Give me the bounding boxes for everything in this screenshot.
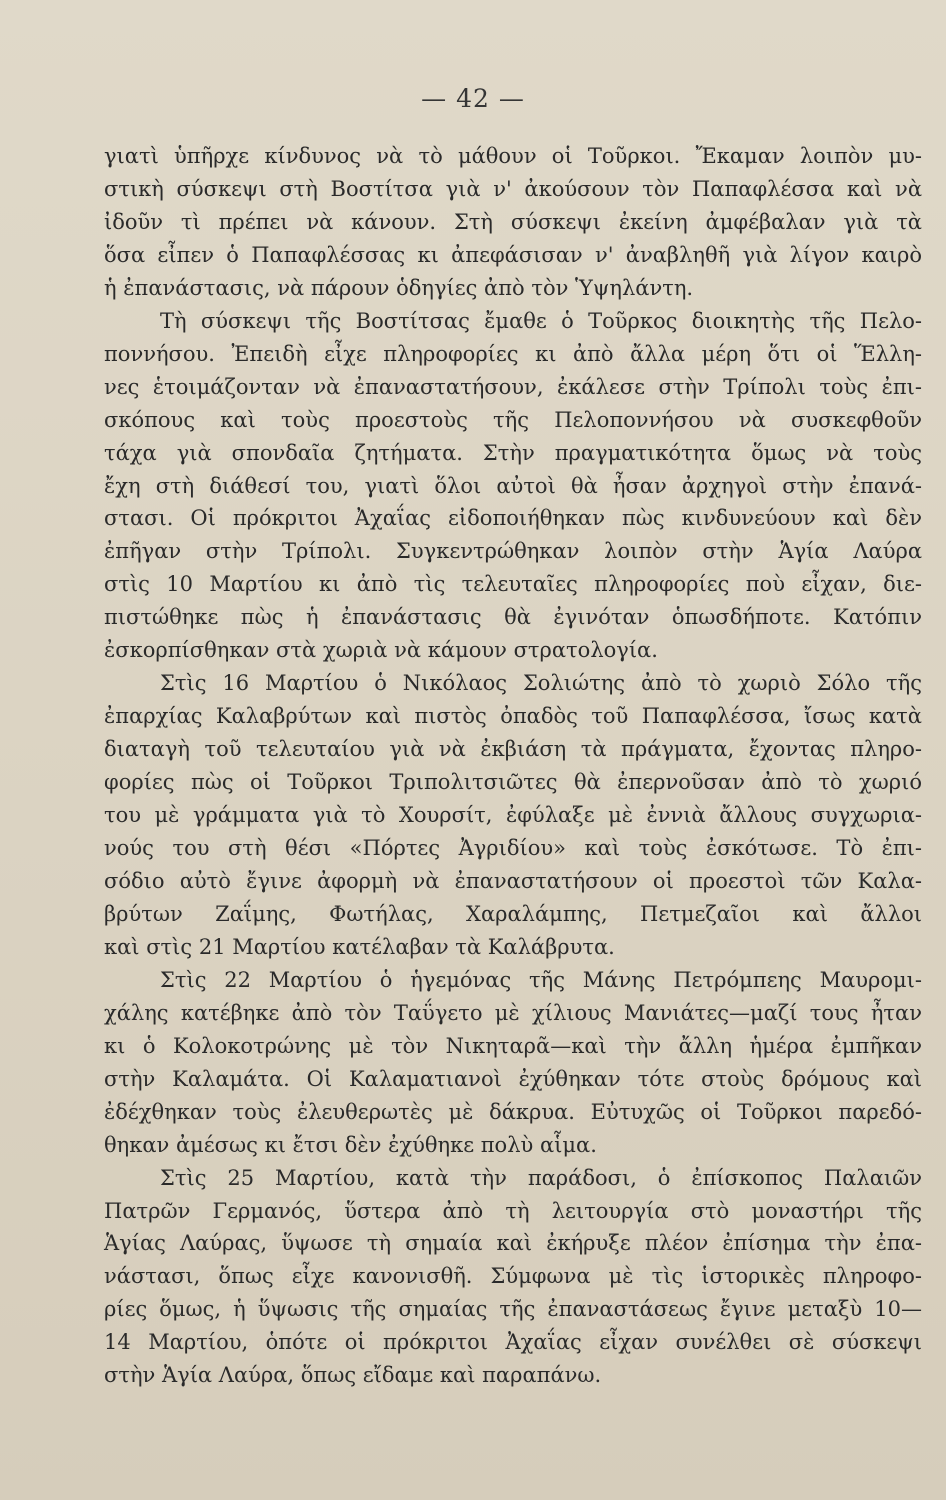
text-line: νες ἑτοιμάζονταν νὰ ἐπαναστατήσουν, ἐκάλεσε στὴν Τρίπολι τοὺς ἐπι- <box>104 374 922 399</box>
text-line: καὶ στὶς 21 Μαρτίου κατέλαβαν τὰ Καλάβρυτα. <box>104 934 615 959</box>
paragraph <box>104 140 922 305</box>
text-line: Ἁγίας Λαύρας, ὕψωσε τὴ σημαία καὶ ἐκήρυξε πλέον ἐπίσημα τὴν ἐπα- <box>104 1231 922 1256</box>
text-line: γιατὶ ὑπῆρχε κίνδυνος νὰ τὸ μάθουν οἱ Τοῦρκοι. Ἔκαμαν λοιπὸν μυ- <box>104 144 922 168</box>
text-line: ὅσα εἶπεν ὁ Παπαφλέσσας κι ἀπεφάσισαν ν' ἀναβληθῆ γιὰ λίγον καιρὸ <box>104 242 922 267</box>
text-line: θηκαν ἀμέσως κι ἔτσι δὲν ἐχύθηκε πολὺ αἷμα. <box>104 1132 597 1157</box>
text-line: ἐσκορπίσθηκαν στὰ χωριὰ νὰ κάμουν στρατολογία. <box>104 638 658 663</box>
text-line: στὴν Καλαμάτα. Οἱ Καλαματιανοὶ ἐχύθηκαν τότε στοὺς δρόμους καὶ <box>104 1066 922 1091</box>
text-line: ἐπαρχίας Καλαβρύτων καὶ πιστὸς ὀπαδὸς τοῦ Παπαφλέσσα, ἴσως κατὰ <box>104 704 922 729</box>
text-line: ποννήσου. Ἐπειδὴ εἶχε πληροφορίες κι ἀπὸ ἄλλα μέρη ὅτι οἱ Ἕλλη- <box>104 341 922 366</box>
text-line: στικὴ σύσκεψι στὴ Βοστίτσα γιὰ ν' ἀκούσουν τὸν Παπαφλέσσα καὶ νὰ <box>104 176 922 201</box>
text-line: νούς του στὴ θέσι «Πόρτες Ἀγριδίου» καὶ τοὺς ἐσκότωσε. Τὸ ἐπι- <box>104 836 922 861</box>
text-line: σόδιο αὐτὸ ἔγινε ἀφορμὴ νὰ ἐπαναστατήσουν οἱ προεστοὶ τῶν Καλα- <box>104 868 922 893</box>
text-line: σκόπους καὶ τοὺς προεστοὺς τῆς Πελοποννήσου νὰ συσκεφθοῦν <box>104 407 922 432</box>
body-text <box>104 140 922 1392</box>
paragraph <box>104 1162 922 1393</box>
text-line: τάχα γιὰ σπονδαῖα ζητήματα. Στὴν πραγματικότητα ὅμως νὰ τοὺς <box>104 440 922 465</box>
text-line: χάλης κατέβηκε ἀπὸ τὸν Ταΰγετο μὲ χίλιους Μανιάτες—μαζί τους ἦταν <box>104 1000 922 1025</box>
text-line: Πατρῶν Γερμανός, ὕστερα ἀπὸ τὴ λειτουργία στὸ μοναστήρι τῆς <box>104 1198 922 1223</box>
text-line: στὶς 10 Μαρτίου κι ἀπὸ τὶς τελευταῖες πληροφορίες ποὺ εἶχαν, διε- <box>104 572 922 597</box>
text-line: στὴν Ἁγία Λαύρα, ὅπως εἴδαμε καὶ παραπάνω. <box>104 1363 602 1388</box>
text-line: ἐδέχθηκαν τοὺς ἐλευθερωτὲς μὲ δάκρυα. Εὐτυχῶς οἱ Τοῦρκοι παρεδό- <box>104 1099 922 1124</box>
paragraph <box>104 305 922 667</box>
text-line: νάστασι, ὅπως εἶχε κανονισθῆ. Σύμφωνα μὲ τὶς ἱστορικὲς πληροφο- <box>104 1264 922 1289</box>
text-line: φορίες πὼς οἱ Τοῦρκοι Τριπολιτσιῶτες θὰ ἐπερνοῦσαν ἀπὸ τὸ χωριό <box>104 770 922 795</box>
text-line: πιστώθηκε πὼς ἡ ἐπανάστασις θὰ ἐγινόταν ὁπωσδήποτε. Κατόπιν <box>104 605 922 630</box>
text-line: ἔχη στὴ διάθεσί του, γιατὶ ὅλοι αὐτοὶ θὰ ἦσαν ἀρχηγοὶ στὴν ἐπανά- <box>104 473 922 498</box>
text-line: ἡ ἐπανάστασις, νὰ πάρουν ὁδηγίες ἀπὸ τὸν Ὑψηλάντη. <box>104 275 694 300</box>
text-line: ἰδοῦν τὶ πρέπει νὰ κάνουν. Στὴ σύσκεψι ἐκείνη ἀμφέβαλαν γιὰ τὰ <box>104 209 922 234</box>
text-line: διαταγὴ τοῦ τελευταίου γιὰ νὰ ἐκβιάση τὰ πράγματα, ἔχοντας πληρο- <box>104 737 922 762</box>
text-line: 14 Μαρτίου, ὁπότε οἱ πρόκριτοι Ἀχαΐας εἶχαν συνέλθει σὲ σύσκεψι <box>104 1330 922 1355</box>
paragraph <box>104 667 922 964</box>
text-line: Τὴ σύσκεψι τῆς Βοστίτσας ἔμαθε ὁ Τοῦρκος διοικητὴς τῆς Πελο- <box>160 308 922 333</box>
text-line: Στὶς 22 Μαρτίου ὁ ἡγεμόνας τῆς Μάνης Πετρόμπεης Μαυρομι- <box>160 967 922 992</box>
text-line: ρίες ὅμως, ἡ ὕψωσις τῆς σημαίας τῆς ἐπαναστάσεως ἔγινε μεταξὺ 10— <box>104 1297 922 1322</box>
text-line: κι ὁ Κολοκοτρώνης μὲ τὸν Νικηταρᾶ—καὶ τὴν ἄλλη ἡμέρα ἐμπῆκαν <box>104 1033 922 1058</box>
text-line: ἐπῆγαν στὴν Τρίπολι. Συγκεντρώθηκαν λοιπὸν στὴν Ἁγία Λαύρα <box>104 539 922 564</box>
text-line: Στὶς 16 Μαρτίου ὁ Νικόλαος Σολιώτης ἀπὸ τὸ χωριὸ Σόλο τῆς <box>160 671 922 696</box>
text-line: στασι. Οἱ πρόκριτοι Ἀχαΐας εἰδοποιήθηκαν πὼς κινδυνεύουν καὶ δὲν <box>104 506 922 531</box>
text-line: του μὲ γράμματα γιὰ τὸ Χουρσίτ, ἐφύλαξε μὲ ἐννιὰ ἄλλους συγχωρια- <box>104 803 922 828</box>
text-line: βρύτων Ζαΐμης, Φωτήλας, Χαραλάμπης, Πετμεζαῖοι καὶ ἄλλοι <box>104 901 922 926</box>
page-number: — 42 — <box>421 84 525 113</box>
text-line: Στὶς 25 Μαρτίου, κατὰ τὴν παράδοσι, ὁ ἐπίσκοπος Παλαιῶν <box>160 1165 922 1190</box>
paragraph <box>104 964 922 1162</box>
